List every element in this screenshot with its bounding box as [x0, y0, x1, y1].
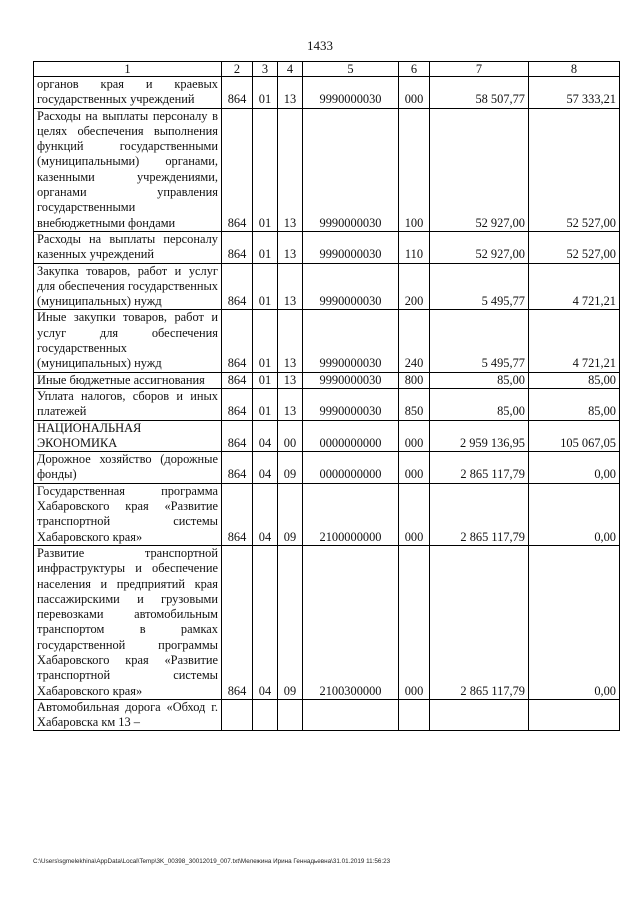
row-description: Государственная программа Хабаровского края «Развитие транспортной системы Хабаровского края»	[34, 483, 222, 545]
row-cell-col-5: 9990000030	[303, 231, 399, 263]
column-header: 7	[430, 62, 529, 77]
row-cell-col-5: 9990000030	[303, 310, 399, 372]
row-cell-col-7: 85,00	[430, 388, 529, 420]
row-cell-col-2: 864	[222, 77, 253, 109]
row-cell-col-6: 800	[399, 372, 430, 388]
row-cell-col-7: 58 507,77	[430, 77, 529, 109]
row-cell-col-8: 4 721,21	[529, 263, 620, 310]
row-cell-col-7: 2 865 117,79	[430, 483, 529, 545]
row-cell-col-5: 9990000030	[303, 388, 399, 420]
row-cell-col-8: 0,00	[529, 452, 620, 484]
row-cell-col-6: 000	[399, 420, 430, 452]
row-cell-col-6: 000	[399, 483, 430, 545]
column-header: 6	[399, 62, 430, 77]
page-number: 1433	[307, 38, 333, 53]
row-cell-col-5	[303, 699, 399, 731]
row-cell-col-3: 04	[253, 452, 278, 484]
row-cell-col-4: 13	[278, 388, 303, 420]
row-cell-col-7: 2 865 117,79	[430, 452, 529, 484]
row-description: Закупка товаров, работ и услуг для обеспечения государственных (муниципальных) нужд	[34, 263, 222, 310]
row-cell-col-2: 864	[222, 372, 253, 388]
row-description: НАЦИОНАЛЬНАЯ ЭКОНОМИКА	[34, 420, 222, 452]
row-cell-col-6: 200	[399, 263, 430, 310]
row-cell-col-3: 04	[253, 483, 278, 545]
row-cell-col-8: 0,00	[529, 483, 620, 545]
table-row	[34, 545, 620, 699]
row-cell-col-5: 0000000000	[303, 420, 399, 452]
row-cell-col-2: 864	[222, 310, 253, 372]
row-cell-col-2: 864	[222, 263, 253, 310]
row-description: органов края и краевых государственных учреждений	[34, 77, 222, 109]
table-row	[34, 263, 620, 310]
row-cell-col-5: 0000000000	[303, 452, 399, 484]
row-cell-col-8	[529, 699, 620, 731]
row-cell-col-7: 52 927,00	[430, 108, 529, 231]
row-cell-col-2: 864	[222, 420, 253, 452]
row-cell-col-2: 864	[222, 388, 253, 420]
row-description: Развитие транспортной инфраструктуры и обеспечение населения и предприятий края пассажирскими и грузовыми перевозками автомобильным транспортом в рамках государственной программы Хабаровского края «Развитие транспортной системы Хабаровского края»	[34, 545, 222, 699]
row-cell-col-3: 01	[253, 231, 278, 263]
row-cell-col-5: 9990000030	[303, 263, 399, 310]
row-cell-col-3: 01	[253, 310, 278, 372]
row-cell-col-4: 09	[278, 483, 303, 545]
row-cell-col-2: 864	[222, 231, 253, 263]
row-cell-col-4: 13	[278, 310, 303, 372]
file-path-footer: C:\Users\sgmelekhina\AppData\Local\Temp\3K_00398_30012019_007.txt\Мележина Ирина Геннадьевна\31.01.2019 11:56:23	[33, 858, 391, 865]
row-cell-col-6: 000	[399, 77, 430, 109]
row-cell-col-6: 110	[399, 231, 430, 263]
row-cell-col-8: 85,00	[529, 372, 620, 388]
row-cell-col-7: 5 495,77	[430, 263, 529, 310]
row-cell-col-7: 85,00	[430, 372, 529, 388]
row-cell-col-3	[253, 699, 278, 731]
row-cell-col-2	[222, 699, 253, 731]
row-cell-col-3: 01	[253, 372, 278, 388]
row-cell-col-4: 13	[278, 263, 303, 310]
table-row	[34, 108, 620, 231]
row-cell-col-7	[430, 699, 529, 731]
row-cell-col-6: 100	[399, 108, 430, 231]
row-description: Расходы на выплаты персоналу казенных учреждений	[34, 231, 222, 263]
table-row	[34, 699, 620, 731]
row-cell-col-3: 01	[253, 108, 278, 231]
row-cell-col-6: 000	[399, 545, 430, 699]
row-cell-col-6: 850	[399, 388, 430, 420]
column-header: 1	[34, 62, 222, 77]
column-header: 4	[278, 62, 303, 77]
column-header: 2	[222, 62, 253, 77]
row-cell-col-4: 09	[278, 545, 303, 699]
column-header: 8	[529, 62, 620, 77]
row-cell-col-4: 13	[278, 108, 303, 231]
row-cell-col-6	[399, 699, 430, 731]
budget-table	[33, 61, 620, 731]
row-cell-col-4: 13	[278, 77, 303, 109]
row-cell-col-8: 85,00	[529, 388, 620, 420]
row-description: Дорожное хозяйство (дорожные фонды)	[34, 452, 222, 484]
column-header: 5	[303, 62, 399, 77]
row-cell-col-6: 240	[399, 310, 430, 372]
row-cell-col-4: 13	[278, 231, 303, 263]
row-cell-col-2: 864	[222, 452, 253, 484]
row-cell-col-5: 2100000000	[303, 483, 399, 545]
row-cell-col-5: 9990000030	[303, 77, 399, 109]
row-cell-col-7: 5 495,77	[430, 310, 529, 372]
row-cell-col-7: 52 927,00	[430, 231, 529, 263]
row-cell-col-2: 864	[222, 108, 253, 231]
row-cell-col-4: 13	[278, 372, 303, 388]
row-description: Иные бюджетные ассигнования	[34, 372, 222, 388]
row-cell-col-7: 2 865 117,79	[430, 545, 529, 699]
row-cell-col-3: 01	[253, 388, 278, 420]
row-cell-col-3: 04	[253, 420, 278, 452]
row-cell-col-8: 57 333,21	[529, 77, 620, 109]
table-row	[34, 483, 620, 545]
row-cell-col-5: 9990000030	[303, 108, 399, 231]
row-cell-col-5: 2100300000	[303, 545, 399, 699]
table-header-row	[34, 62, 620, 77]
row-cell-col-8: 0,00	[529, 545, 620, 699]
row-cell-col-2: 864	[222, 545, 253, 699]
row-cell-col-8: 52 527,00	[529, 108, 620, 231]
row-description: Автомобильная дорога «Обход г. Хабаровска км 13 –	[34, 699, 222, 731]
row-cell-col-6: 000	[399, 452, 430, 484]
row-cell-col-4	[278, 699, 303, 731]
row-cell-col-8: 52 527,00	[529, 231, 620, 263]
row-cell-col-8: 105 067,05	[529, 420, 620, 452]
row-cell-col-5: 9990000030	[303, 372, 399, 388]
table-row	[34, 388, 620, 420]
row-cell-col-7: 2 959 136,95	[430, 420, 529, 452]
row-cell-col-4: 09	[278, 452, 303, 484]
column-header: 3	[253, 62, 278, 77]
table-row	[34, 452, 620, 484]
table-row	[34, 372, 620, 388]
row-cell-col-2: 864	[222, 483, 253, 545]
row-cell-col-8: 4 721,21	[529, 310, 620, 372]
table-row	[34, 310, 620, 372]
row-cell-col-3: 01	[253, 77, 278, 109]
row-cell-col-4: 00	[278, 420, 303, 452]
table-row	[34, 231, 620, 263]
row-cell-col-3: 04	[253, 545, 278, 699]
table-row	[34, 77, 620, 109]
row-description: Расходы на выплаты персоналу в целях обеспечения выполнения функций государственными (муниципальными) органами, казенными учреждениями, органами управления государственными внебюджетными фондами	[34, 108, 222, 231]
row-cell-col-3: 01	[253, 263, 278, 310]
table-row	[34, 420, 620, 452]
row-description: Иные закупки товаров, работ и услуг для обеспечения государственных (муниципальных) нужд	[34, 310, 222, 372]
row-description: Уплата налогов, сборов и иных платежей	[34, 388, 222, 420]
